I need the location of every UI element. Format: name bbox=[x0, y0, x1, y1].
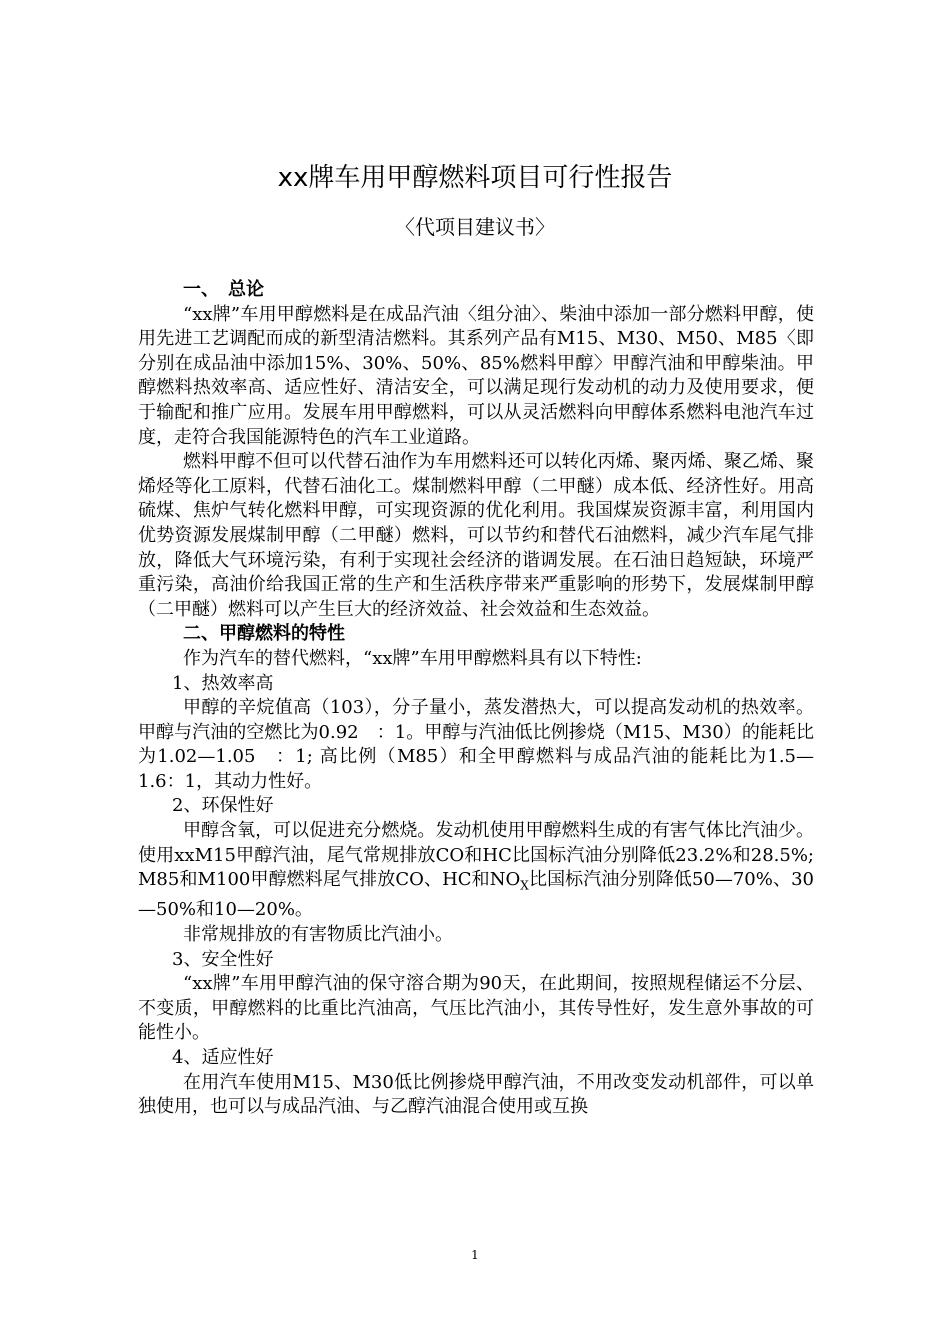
text-run: 比国标汽油分别降低50—70%、30—50%和10—20%。 bbox=[138, 869, 814, 921]
paragraph: “xx牌”车用甲醇燃料是在成品汽油〈组分油〉、柴油中添加一部分燃料甲醇，使用先进工艺调配而成的新型清洁燃料。其系列产品有M15、M30、M50、M85〈即分别在成品油中添加15%、30%、50%、85%燃料甲醇〉甲醇汽油和甲醇柴油。甲醇燃料热效率高、适应性好、清洁安全，可以满足现行发动机的动力及使用要求，便于输配和推广应用。发展车用甲醇燃料，可以从灵活燃料向甲醇体系燃料电池汽车过度，走符合我国能源特色的汽车工业道路。 bbox=[138, 303, 814, 448]
subsection-heading: 4、适应性好 bbox=[172, 1047, 274, 1068]
page-number: 1 bbox=[471, 1248, 479, 1262]
paragraph bbox=[138, 819, 832, 923]
paragraph: 非常规排放的有害物质比汽油小。 bbox=[183, 924, 453, 946]
paragraph: “xx牌”车用甲醇汽油的保守溶合期为90天，在此期间，按照规程储运不分层、不变质，甲醇燃料的比重比汽油高，气压比汽油小，其传导性好，发生意外事故的可能性小。 bbox=[138, 973, 814, 1044]
document-title: xx牌车用甲醇燃料项目可行性报告 bbox=[277, 163, 673, 193]
section-heading-properties: 二、甲醇燃料的特性 bbox=[183, 623, 345, 645]
subsection-heading: 1、热效率高 bbox=[172, 672, 274, 694]
document-body bbox=[138, 278, 832, 1120]
paragraph: 燃料甲醇不但可以代替石油作为车用燃料还可以转化丙烯、聚丙烯、聚乙烯、聚烯烃等化工原料，代替石油化工。煤制燃料甲醇（二甲醚）成本低、经济性好。用高硫煤、焦炉气转化燃料甲醇，可实现资源的优化利用。我国煤炭资源丰富，利用国内优势资源发展煤制甲醇（二甲醚）燃料，可以节约和替代石油燃料，减少汽车尾气排放，降低大气环境污染，有利于实现社会经济的谐调发展。在石油日趋短缺，环境严重污染，高油价给我国正常的生产和生活秩序带来严重影响的形势下，发展煤制甲醇（二甲醚）燃料可以产生巨大的经济效益、社会效益和生态效益。 bbox=[138, 451, 814, 620]
paragraph: 甲醇的辛烷值高（103），分子量小，蒸发潜热大，可以提高发动机的热效率。甲醇与汽油的空燃比为0.92 ：1。甲醇与汽油低比例掺烧（M15、M30）的能耗比为1.02—1.05 ：1; 高比例（M85）和全甲醇燃料与成品汽油的能耗比为1.5—1.6：1，其动力性好。 bbox=[138, 697, 814, 792]
subsection-heading: 3、安全性好 bbox=[172, 948, 274, 970]
paragraph: 在用汽车使用M15、M30低比例掺烧甲醇汽油，不用改变发动机部件，可以单独使用，也可以与成品汽油、与乙醇汽油混合使用或互换 bbox=[138, 1071, 814, 1118]
paragraph: 作为汽车的替代燃料，“xx牌”车用甲醇燃料具有以下特性: bbox=[183, 647, 642, 669]
subscript: X bbox=[520, 878, 529, 893]
subsection-heading: 2、环保性好 bbox=[172, 795, 274, 817]
document-subtitle: 〈代项目建议书〉 bbox=[395, 215, 555, 239]
text-run: 甲醇含氧，可以促进充分燃烧。发动机使用甲醇燃料生成的有害气体比汽油少。使用xxM15甲醇汽油，尾气常规排放CO和HC比国标汽油分别降低23.2%和28.5%; M85和M100甲醇燃料尾气排放CO、HC和NO bbox=[138, 820, 832, 891]
section-heading-overview: 一、 总论 bbox=[183, 279, 264, 300]
